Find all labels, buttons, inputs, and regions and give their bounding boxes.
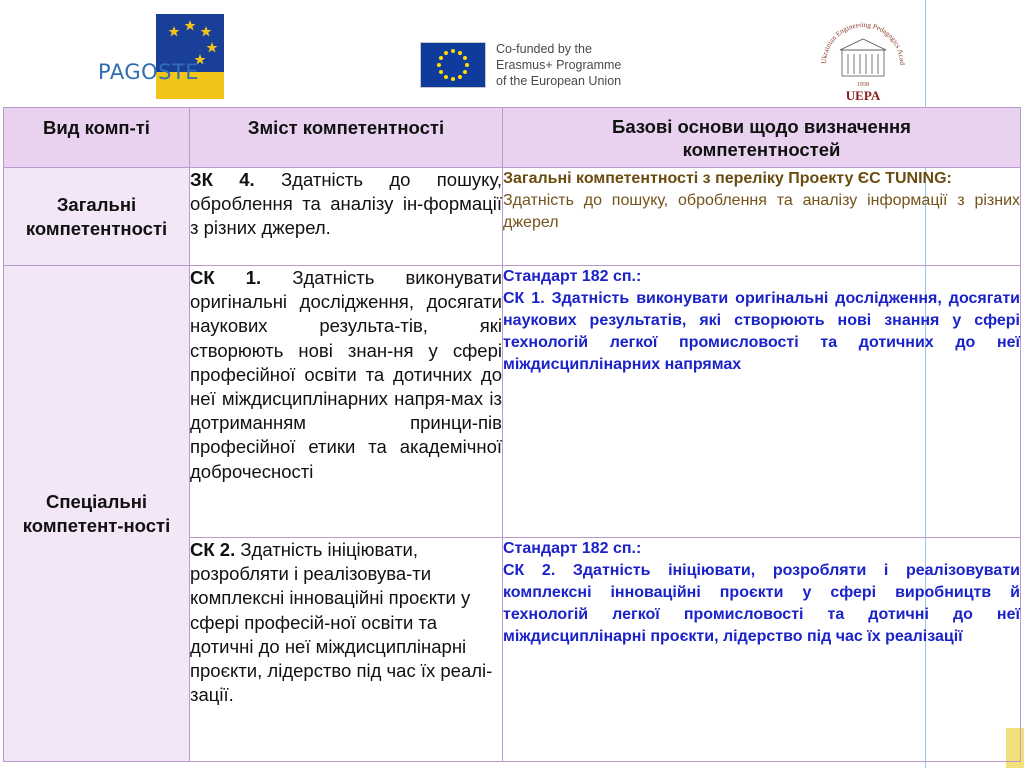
competence-text: Здатність виконувати оригінальні дослідження, досягати наукових результа-тів, які створюють нові знан-ня у сфері професійної освіти та дотичних до неї міждисциплінарних напря-мах із дотриманням принци-пів професійної етики та академічної доброчесності — [190, 267, 502, 482]
erasmus-logo — [418, 42, 638, 90]
eu-stars-icon — [421, 43, 485, 87]
table-row — [4, 168, 1021, 266]
uepa-year: 1958 — [857, 82, 869, 88]
category-special: Спеціальні компетент-ності — [4, 266, 190, 762]
table-row — [4, 266, 1021, 538]
table-header-row — [4, 108, 1021, 168]
competence-code: СК 2. — [190, 539, 236, 560]
basis-text: СК 2. Здатність ініціювати, розробляти і реалізовувати комплексні інноваційні проєкти у сфері виробництв й технологій легкої промисловості та дотичні до неї міждисциплінарні проєкти, лідерство під час їх реалізації — [503, 562, 1020, 645]
uepa-logo — [814, 12, 912, 106]
basis-title: Загальні компетентності з переліку Проекту ЄС TUNING: — [503, 170, 952, 187]
competence-text: Здатність ініціювати, розробляти і реалізовува-ти комплексні інноваційні проєкти у сфері професій-ної освіти та дотичні до неї міждисциплінарні проєкти, лідерство під час їх реалі-зації. — [190, 539, 493, 706]
uepa-arc-text: Ukrainian Engineering Pedagogics Acad — [819, 20, 907, 65]
uepa-emblem-icon — [814, 12, 912, 106]
eu-line-1: Co-funded by the — [496, 42, 592, 56]
competence-code: СК 1. — [190, 267, 262, 288]
header-basis: Базові основи щодо визначення компетентностей — [503, 108, 1021, 168]
eu-line-2: Erasmus+ Programme — [496, 58, 622, 72]
eu-flag — [420, 42, 486, 88]
erasmus-text — [496, 41, 621, 89]
competence-text: Здатність до пошуку, оброблення та аналізу ін-формації з різних джерел. — [190, 169, 503, 239]
basis-text: СК 1. Здатність виконувати оригінальні дослідження, досягати наукових результатів, які створюють нові знання у сфері технологій легкої промисловості та дотичних до неї міждисциплінарних напрямах — [503, 290, 1020, 373]
pagoste-logo — [96, 12, 228, 102]
eu-line-3: of the European Union — [496, 74, 622, 88]
pagoste-wordmark: PAGOSTE — [98, 60, 200, 84]
competence-code: ЗК 4. — [190, 169, 255, 190]
header-content: Зміст компетентності — [190, 108, 503, 168]
competence-sk1 — [190, 266, 503, 538]
uepa-name: UEPA — [845, 88, 881, 103]
basis-sk2 — [503, 538, 1021, 762]
basis-title: Стандарт 182 сп.: — [503, 268, 642, 285]
category-general: Загальні компетентності — [4, 168, 190, 266]
basis-sk1 — [503, 266, 1021, 538]
basis-text: Здатність до пошуку, оброблення та аналізу інформації з різних джерел — [503, 192, 1020, 231]
competence-zk4 — [190, 168, 503, 266]
basis-title: Стандарт 182 сп.: — [503, 540, 642, 557]
competence-table — [3, 107, 1021, 762]
basis-general — [503, 168, 1021, 266]
competence-sk2 — [190, 538, 503, 762]
header-type: Вид комп-ті — [4, 108, 190, 168]
